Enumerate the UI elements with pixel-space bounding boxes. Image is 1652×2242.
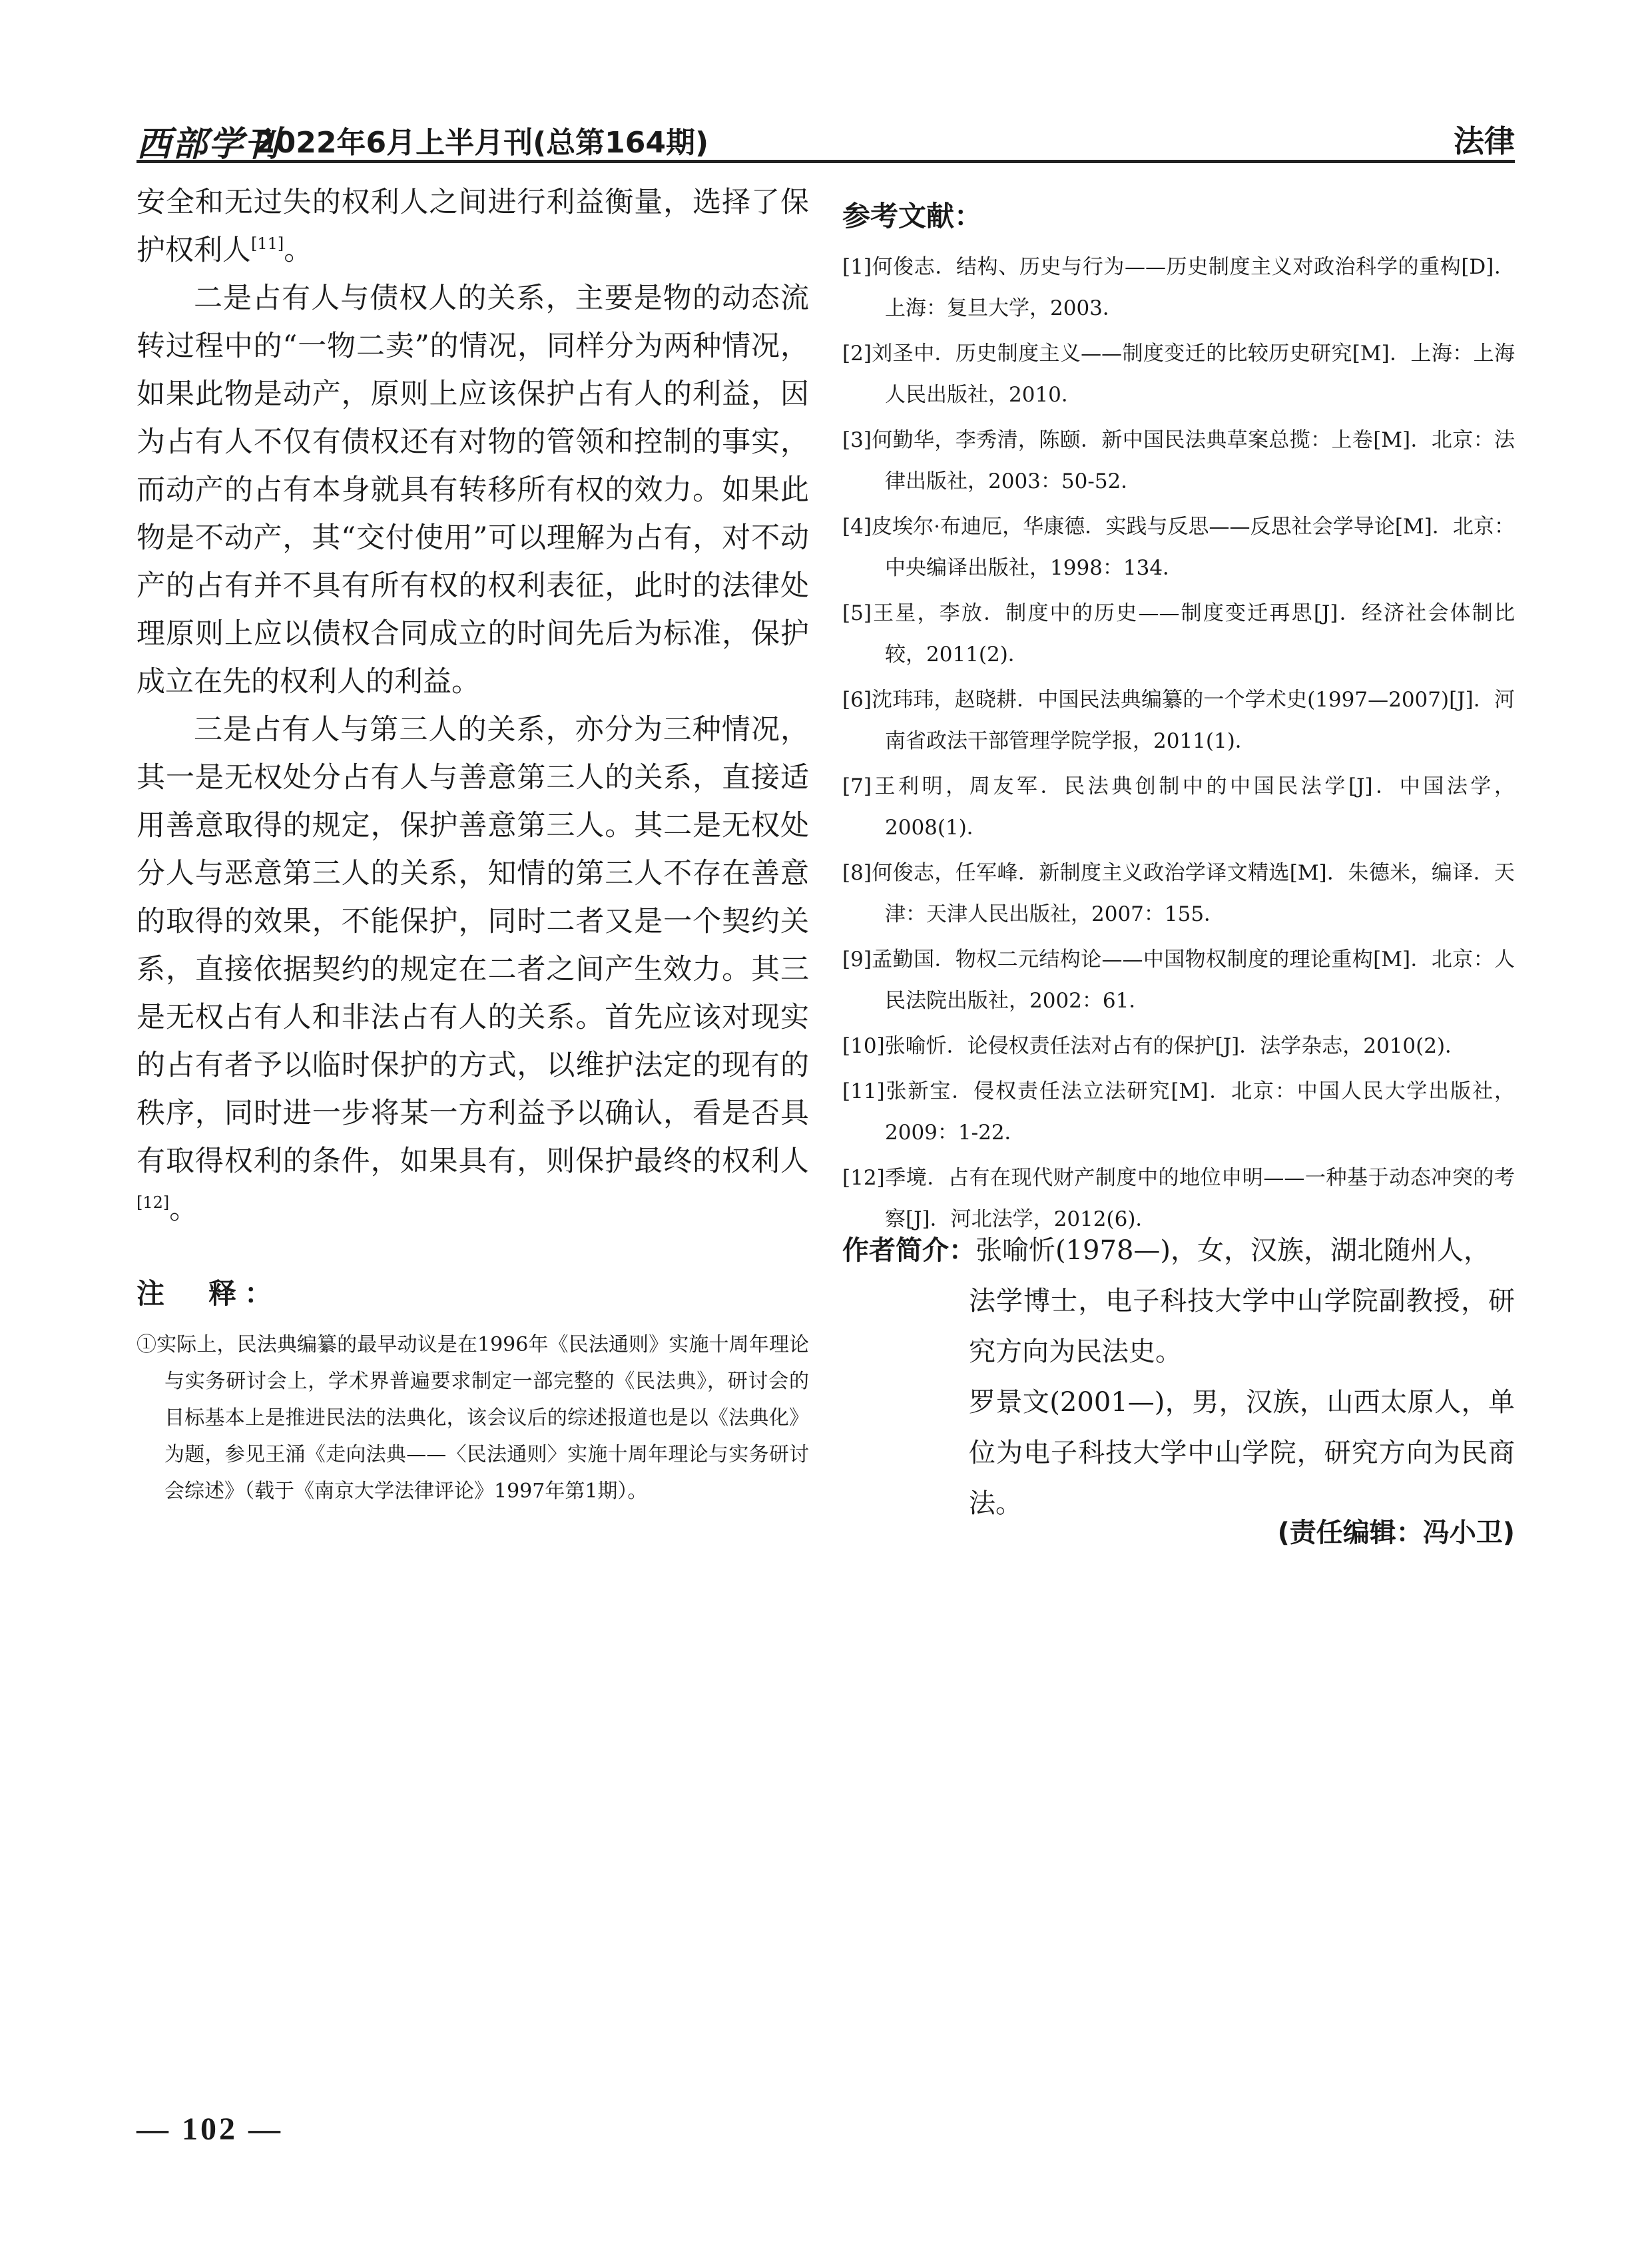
citation[interactable]: [12] — [137, 1193, 170, 1212]
reference-item: [3]何勤华，李秀清，陈颐．新中国民法典草案总揽：上卷[M]．北京：法律出版社，2003：50-52． — [842, 428, 1515, 493]
reference-item: [9]孟勤国．物权二元结构论——中国物权制度的理论重构[M]．北京：人民法院出版社，2002：61． — [842, 948, 1515, 1013]
header-rule — [137, 160, 1515, 163]
reference-item: [1]何俊志．结构、历史与行为——历史制度主义对政治科学的重构[D]．上海：复旦大学，2003． — [842, 255, 1515, 320]
notes-section — [137, 1272, 809, 1510]
body-paragraph-3: 三是占有人与第三人的关系，亦分为三种情况，其一是无权处分占有人与善意第三人的关系，直接适用善意取得的规定，保护善意第三人。其二是无权处分人与恶意第三人的关系，知情的第三人不存在善意的取得的效果，不能保护，同时二者又是一个契约关系，直接依据契约的规定在二者之间产生效力。其三是无权占有人和非法占有人的关系。首先应该对现实的占有者予以临时保护的方式，以维护法定的现有的秩序，同时进一步将某一方利益予以确认，看是否具有取得权利的条件，如果具有，则保护最终的权利人[12]。 — [137, 713, 809, 1226]
reference-item: [10]张喻忻．论侵权责任法对占有的保护[J]．法学杂志，2010(2)． — [842, 1034, 1466, 1058]
body-column — [137, 178, 809, 1233]
reference-item: [12]季境．占有在现代财产制度中的地位申明——一种基于动态冲突的考察[J]．河北法学，2012(6)． — [842, 1166, 1515, 1231]
author-1: 作者简介：张喻忻(1978—)，女，汉族，湖北随州人， — [842, 1235, 1491, 1266]
body-paragraph-2: 二是占有人与债权人的关系，主要是物的动态流转过程中的“一物二卖”的情况，同样分为两种情况，如果此物是动产，原则上应该保护占有人的利益，因为占有人不仅有债权还有对物的管领和控制的事实，而动产的占有本身就具有转移所有权的效力。如果此物是不动产，其“交付使用”可以理解为占有，对不动产的占有并不具有所有权的权利表征，此时的法律处理原则上应以债权合同成立的时间先后为标准，保护成立在先的权利人的利益。 — [137, 282, 809, 699]
reference-item: [7]王利明，周友军．民法典创制中的中国民法学[J]．中国法学，2008(1)． — [842, 774, 1515, 840]
note-item: ①实际上，民法典编纂的最早动议是在1996年《民法通则》实施十周年理论与实务研讨会上，学术界普遍要求制定一部完整的《民法典》，研讨会的目标基本上是推进民法的法典化，该会议后的综述报道也是以《法典化》为题，参见王涌《走向法典——〈民法通则〉实施十周年理论与实务研讨会综述》（载于《南京大学法律评论》1997年第1期）。 — [137, 1333, 809, 1503]
reference-item: [8]何俊志，任军峰．新制度主义政治学译文精选[M]．朱德米，编译．天津：天津人民出版社，2007：155． — [842, 861, 1515, 926]
citation[interactable]: [11] — [251, 234, 284, 253]
notes-heading: 注 释： — [137, 1277, 281, 1310]
references-section — [842, 178, 1515, 1244]
reference-item: [4]皮埃尔·布迪厄，华康德．实践与反思——反思社会学导论[M]．北京：中央编译出版社，1998：134． — [842, 515, 1515, 580]
editor-credit: (责任编辑：冯小卫) — [1277, 1518, 1515, 1548]
reference-item: [11]张新宝．侵权责任法立法研究[M]．北京：中国人民大学出版社，2009：1-22． — [842, 1079, 1515, 1145]
reference-item: [6]沈玮玮，赵晓耕．中国民法典编纂的一个学术史(1997—2007)[J]．河南省政法干部管理学院学报，2011(1)． — [842, 688, 1515, 753]
author-intro — [842, 1225, 1515, 1529]
author-1-continued: 法学博士，电子科技大学中山学院副教授，研究方向为民法史。 — [969, 1286, 1515, 1367]
page-header — [137, 112, 1515, 164]
author-2: 罗景文(2001—)，男，汉族，山西太原人，单位为电子科技大学中山学院，研究方向为民商法。 — [969, 1387, 1515, 1519]
references-heading: 参考文献： — [842, 200, 983, 232]
author-intro-label: 作者简介： — [842, 1235, 975, 1266]
journal-logo: 西部学刊 — [137, 124, 281, 164]
issue-info: 2022年6月上半月刊(总第164期) — [255, 126, 709, 160]
reference-item: [2]刘圣中．历史制度主义——制度变迁的比较历史研究[M]．上海：上海人民出版社，2010． — [842, 342, 1515, 407]
page-number: — 102 — — [137, 2111, 283, 2147]
reference-item: [5]王星，李放．制度中的历史——制度变迁再思[J]．经济社会体制比较，2011(2)． — [842, 601, 1515, 667]
body-paragraph-1: 安全和无过失的权利人之间进行利益衡量，选择了保护权利人[11]。 — [137, 186, 809, 267]
section-label: 法律 — [1454, 123, 1515, 159]
